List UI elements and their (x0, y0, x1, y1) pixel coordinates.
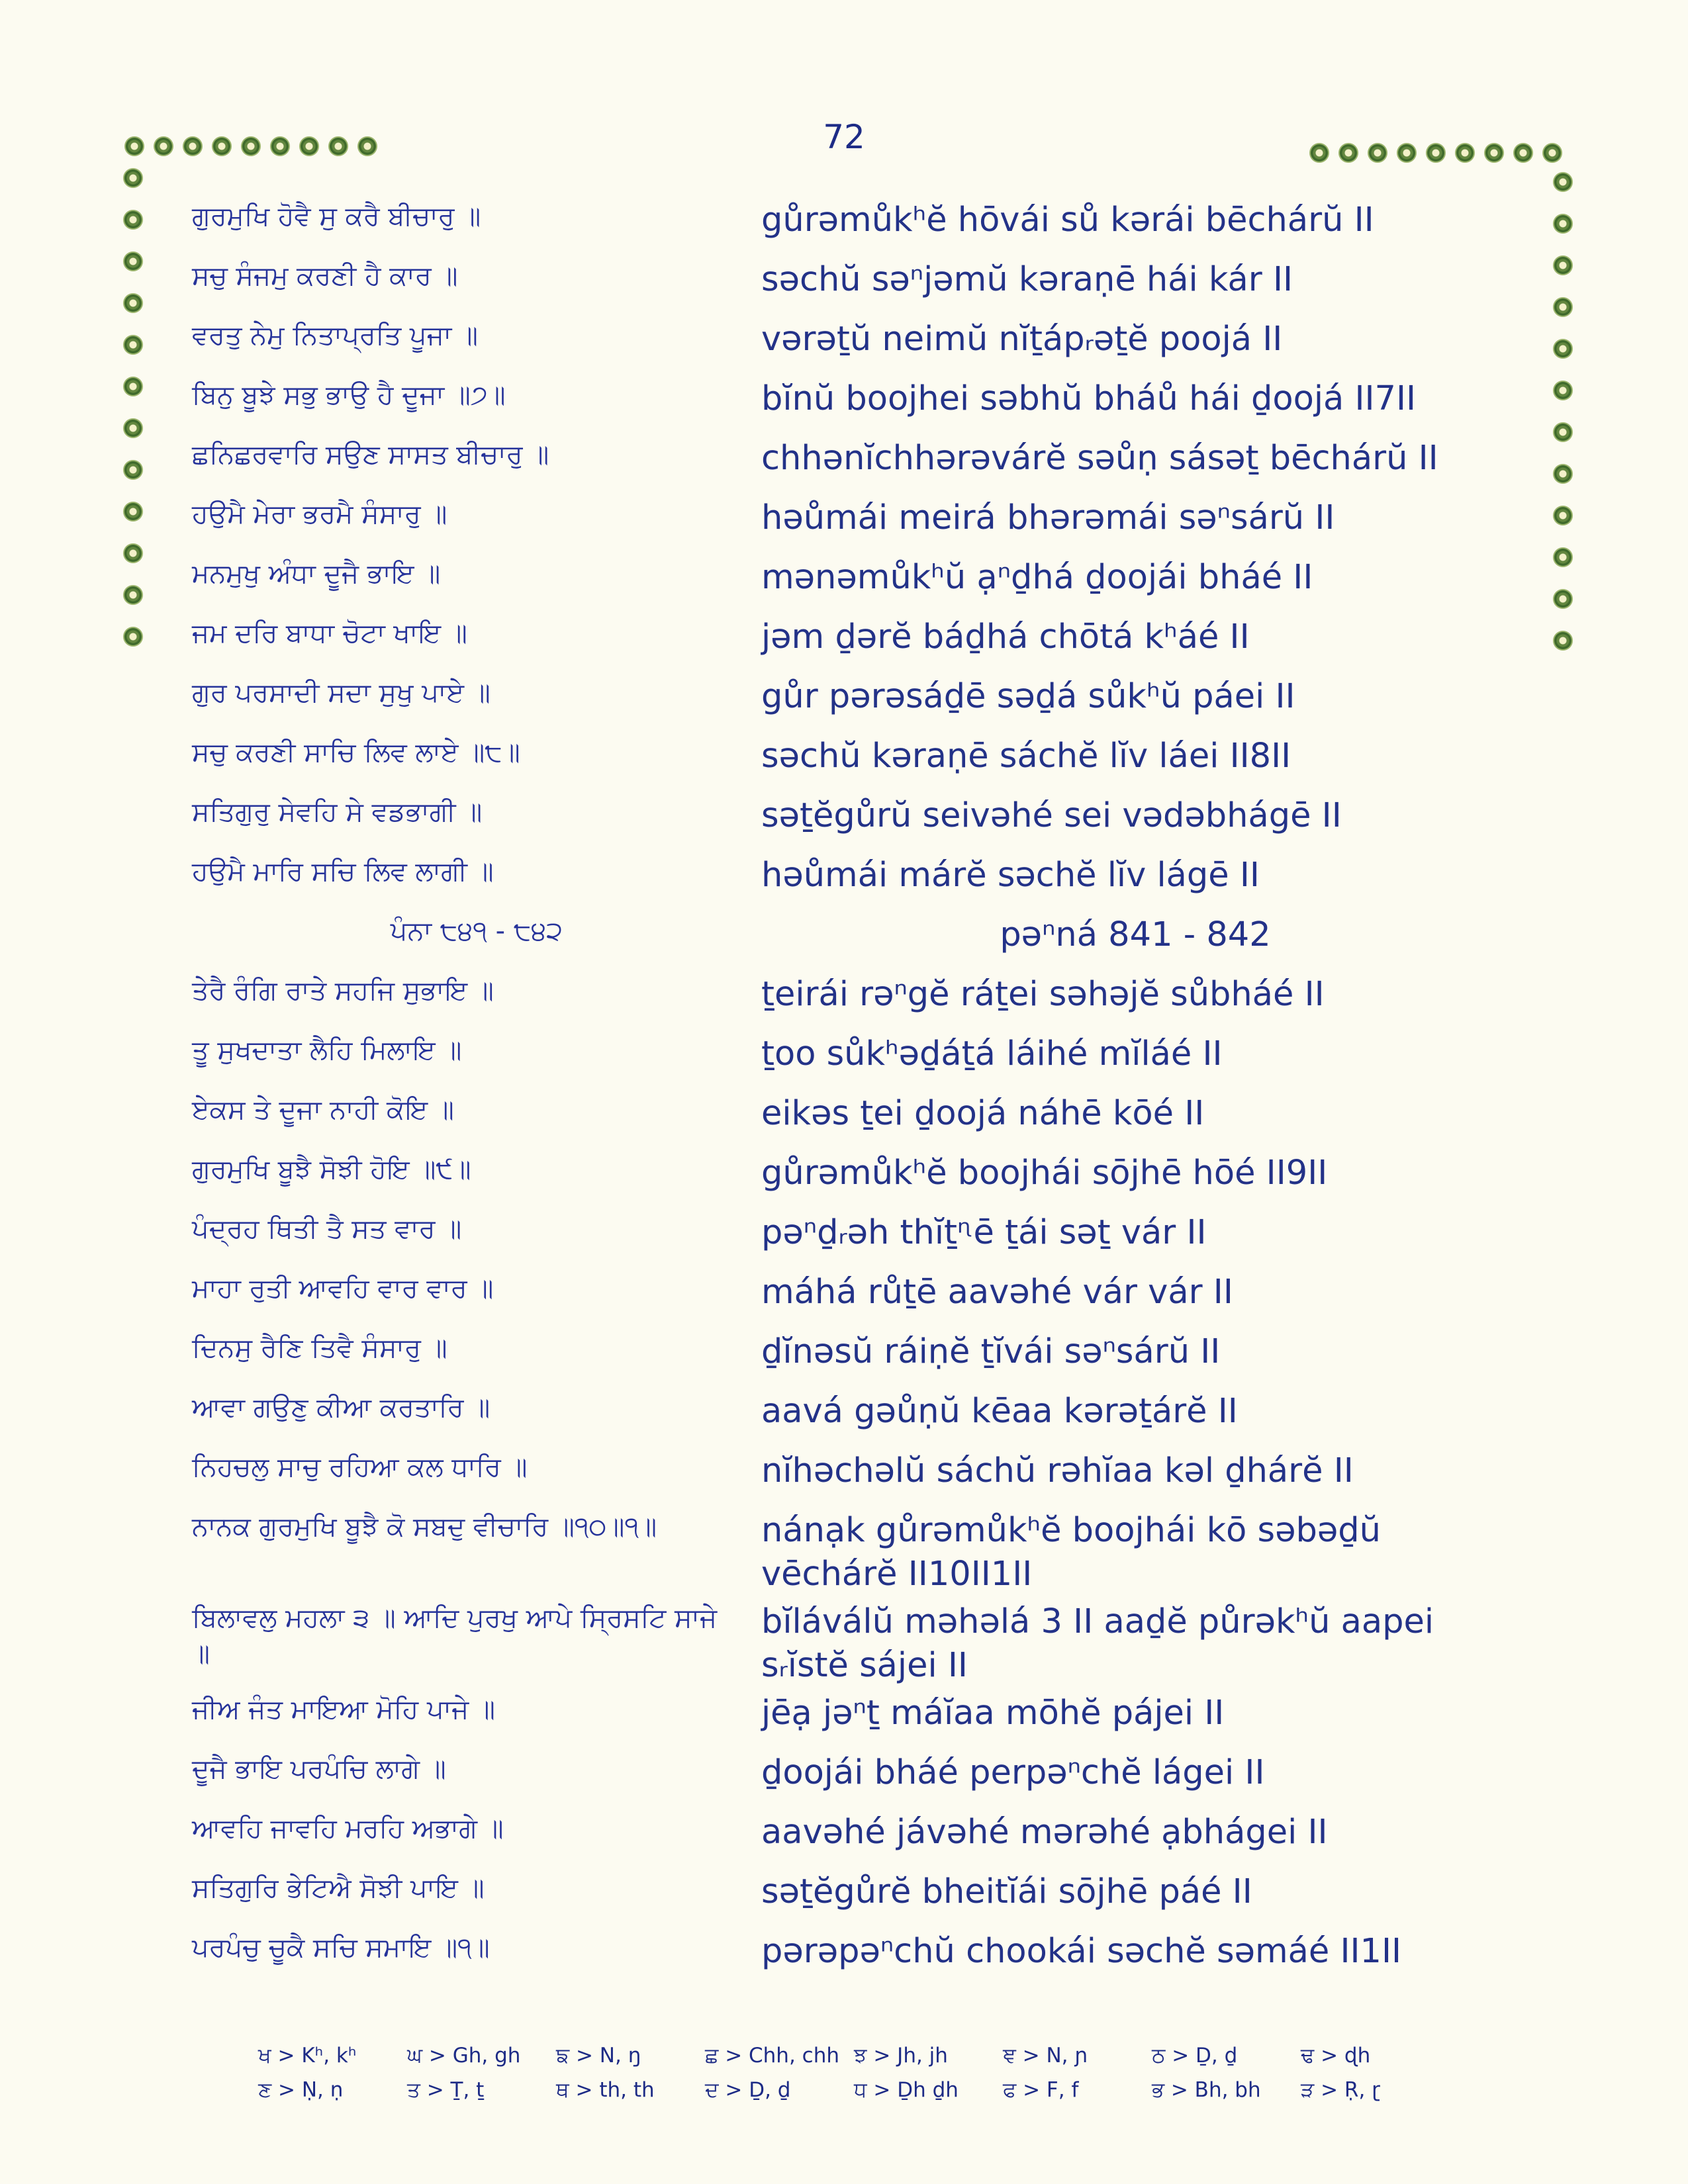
flower-icon (1484, 143, 1504, 163)
flower-icon (1553, 422, 1573, 442)
verse-row (192, 794, 1509, 854)
verse-list (192, 199, 1509, 1989)
flower-icon (1455, 143, 1475, 163)
legend-item: ਤ > Ṯ, ṯ (407, 2077, 485, 2102)
flower-icon (123, 251, 143, 271)
verse-row (192, 854, 1509, 913)
verse-row (192, 1449, 1509, 1509)
transliteration-text: ḏĭnəsŭ ráiṇĕ ṯĭvái səⁿsárŭ II (761, 1332, 1221, 1371)
flower-icon (1309, 143, 1329, 163)
flower-icon (154, 136, 173, 156)
page-reference-heading (192, 913, 1509, 973)
verse-row (192, 258, 1509, 318)
legend-row (258, 2038, 1450, 2073)
flower-icon (123, 418, 143, 438)
transliteration-text: ṯoo sůkʰəḏáṯá láihé mĭláé II (761, 1034, 1223, 1073)
gurmukhi-text: ਸਚੁ ਕਰਣੀ ਸਾਚਿ ਲਿਵ ਲਾਏ ॥੮॥ (192, 737, 520, 768)
border-left (123, 168, 143, 668)
flower-icon (1553, 631, 1573, 651)
legend-item: ਧ > Ḏh ḏh (854, 2077, 959, 2102)
gurmukhi-text: ਦਿਨਸੁ ਰੈਣਿ ਤਿਵੈ ਸੰਸਾਰੁ ॥ (192, 1333, 447, 1363)
flower-icon (1368, 143, 1387, 163)
gurmukhi-text: ਏਕਸ ਤੇ ਦੂਜਾ ਨਾਹੀ ਕੋਇ ॥ (192, 1095, 454, 1125)
verse-row (192, 1870, 1509, 1930)
transliteration-text: aavá gəůṇŭ kēaa kərəṯárĕ II (761, 1392, 1238, 1431)
gurmukhi-text: ਪੰਦ੍ਰਹ ਥਿਤੀ ਤੈ ਸਤ ਵਾਰ ॥ (192, 1214, 462, 1244)
verse-row (192, 1390, 1509, 1449)
legend-item: ੜ > Ṛ, ɽ (1301, 2077, 1380, 2102)
gurmukhi-text: ਗੁਰਮੁਖਿ ਬੂਝੈ ਸੋਝੀ ਹੋਇ ॥੯॥ (192, 1154, 471, 1185)
transliteration-text: gůrəmůkʰĕ boojhái sōjhē hōé II9II (761, 1154, 1328, 1193)
verse-row (192, 556, 1509, 615)
gurmukhi-text: ਗੁਰਮੁਖਿ ਹੋਵੈ ਸੁ ਕਰੈ ਬੀਚਾਰੁ ॥ (192, 201, 481, 232)
verse-row (192, 1152, 1509, 1211)
transliteration-text: nánạk gůrəmůkʰĕ boojhái kō səbəḏŭ vēchárĕ II10II1II (761, 1511, 1381, 1594)
gurmukhi-text: ਹਉਮੈ ਮਾਰਿ ਸਚਿ ਲਿਵ ਲਾਗੀ ॥ (192, 856, 494, 887)
flower-icon (1553, 464, 1573, 484)
gurmukhi-text: ਨਾਨਕ ਗੁਰਮੁਖਿ ਬੂਝੈ ਕੋ ਸਬਦੁ ਵੀਚਾਰਿ ॥੧੦॥੧॥ (192, 1512, 657, 1542)
gurmukhi-text: ਨਿਹਚਲੁ ਸਾਚੁ ਰਹਿਆ ਕਲ ਧਾਰਿ ॥ (192, 1452, 528, 1482)
flower-icon (123, 502, 143, 522)
flower-icon (124, 136, 144, 156)
legend-item: ਞ > N, ɲ (1003, 2043, 1088, 2068)
verse-row (192, 377, 1509, 437)
transliteration-text: jəm ḏərĕ báḏhá chōtá kʰáé II (761, 617, 1250, 657)
verse-row (192, 1271, 1509, 1330)
legend-item: ਢ > ɖh (1301, 2043, 1371, 2068)
legend-item: ਫ > F, f (1003, 2077, 1079, 2102)
flower-icon (328, 136, 348, 156)
transliteration-text: aavəhé jávəhé mərəhé ạbhágei II (761, 1813, 1328, 1852)
flower-icon (123, 585, 143, 605)
page-number: 72 (823, 118, 865, 156)
flower-icon (1338, 143, 1358, 163)
transliteration-text: ṯeirái rəⁿgĕ ráṯei səhəjĕ sůbháé II (761, 975, 1325, 1014)
gurmukhi-text: ਮਨਮੁਖੁ ਅੰਧਾ ਦੂਜੈ ਭਾਇ ॥ (192, 559, 441, 589)
flower-icon (1553, 297, 1573, 317)
flower-icon (1553, 589, 1573, 609)
border-top-left (124, 136, 387, 156)
verse-row (192, 1330, 1509, 1390)
verse-row (192, 1692, 1509, 1751)
flower-icon (1397, 143, 1417, 163)
flower-icon (123, 543, 143, 563)
transliteration-text: mənəmůkʰŭ ạⁿḏhá ḏoojái bháé II (761, 558, 1313, 597)
verse-row (192, 1032, 1509, 1092)
legend-item: ਠ > Ḏ, ḏ (1152, 2043, 1238, 2068)
flower-icon (123, 335, 143, 355)
legend-item: ਘ > Gh, gh (407, 2043, 521, 2068)
flower-icon (1553, 214, 1573, 234)
legend-item: ਖ > Kʰ, kʰ (258, 2043, 357, 2068)
verse-row (192, 437, 1509, 496)
legend-item: ਣ > Ṇ, ṇ (258, 2077, 344, 2102)
flower-icon (357, 136, 377, 156)
gurmukhi-text: ਬਿਨੁ ਬੂਝੇ ਸਭੁ ਭਾਉ ਹੈ ਦੂਜਾ ॥੭॥ (192, 380, 506, 410)
flower-icon (1553, 172, 1573, 192)
border-top-right (1309, 143, 1571, 163)
gurmukhi-text: ਆਵਾ ਗਉਣੁ ਕੀਆ ਕਰਤਾਰਿ ॥ (192, 1392, 491, 1423)
flower-icon (123, 627, 143, 647)
flower-icon (270, 136, 290, 156)
gurmukhi-text: ਪਰਪੰਚੁ ਚੂਕੈ ਸਚਿ ਸਮਾਇ ॥੧॥ (192, 1933, 490, 1963)
verse-row (192, 1600, 1509, 1692)
transliteration-text: səṯĕgůrĕ bheitĭái sōjhē páé II (761, 1872, 1252, 1911)
transliteration-text: səṯĕgůrŭ seivəhé sei vədəbhágē II (761, 796, 1342, 835)
transliteration-text: həůmái meirá bhərəmái səⁿsárŭ II (761, 498, 1335, 537)
verse-row (192, 1811, 1509, 1870)
flower-icon (123, 293, 143, 313)
gurmukhi-text: ਸਤਿਗੁਰੁ ਸੇਵਹਿ ਸੇ ਵਡਭਾਗੀ ॥ (192, 797, 483, 827)
flower-icon (123, 168, 143, 188)
flower-icon (1553, 255, 1573, 275)
gurmukhi-text: ਦੂਜੈ ਭਾਇ ਪਰਪੰਚਿ ਲਾਗੇ ॥ (192, 1754, 446, 1784)
legend-item: ਭ > Bh, bh (1152, 2077, 1261, 2102)
gurmukhi-text: ਵਰਤੁ ਨੇਮੁ ਨਿਤਾਪ੍ਰਤਿ ਪੂਜਾ ॥ (192, 320, 478, 351)
transliteration-text: pəⁿná 841 - 842 (1000, 915, 1271, 954)
flower-icon (1553, 339, 1573, 359)
transliteration-text: vərəṯŭ neimŭ nĭṯápᵣəṯĕ poojá II (761, 320, 1283, 359)
transliteration-text: nĭhəchəlŭ sáchŭ rəhĭaa kəl ḏhárĕ II (761, 1451, 1354, 1490)
gurmukhi-text: ਆਵਹਿ ਜਾਵਹਿ ਮਰਹਿ ਅਭਾਗੇ ॥ (192, 1813, 504, 1844)
legend-item: ਛ > Chh, chh (705, 2043, 840, 2068)
verse-row (192, 496, 1509, 556)
flower-icon (299, 136, 319, 156)
flower-icon (1513, 143, 1533, 163)
flower-icon (123, 460, 143, 480)
flower-icon (1426, 143, 1446, 163)
flower-icon (123, 377, 143, 396)
transliteration-text: səchŭ kəraṇē sáchĕ lĭv láei II8II (761, 737, 1291, 776)
transliteration-text: həůmái márĕ səchĕ lĭv lágē II (761, 856, 1260, 895)
transliteration-text: máhá růṯē aavəhé vár vár II (761, 1273, 1233, 1312)
flower-icon (1553, 381, 1573, 400)
gurmukhi-text: ਤੂ ਸੁਖਦਾਤਾ ਲੈਹਿ ਮਿਲਾਇ ॥ (192, 1035, 462, 1066)
flower-icon (212, 136, 232, 156)
border-right (1553, 172, 1573, 672)
transliteration-text: gůr pərəsáḏē səḏá sůkʰŭ páei II (761, 677, 1295, 716)
transliteration-text: bĭnŭ boojhei səbhŭ bháů hái ḏoojá II7II (761, 379, 1417, 418)
flower-icon (241, 136, 261, 156)
verse-row (192, 1930, 1509, 1989)
gurmukhi-text: ਗੁਰ ਪਰਸਾਦੀ ਸਦਾ ਸੁਖੁ ਪਾਏ ॥ (192, 678, 491, 708)
verse-row (192, 1751, 1509, 1811)
gurmukhi-text: ਛਨਿਛਰਵਾਰਿ ਸਉਣ ਸਾਸਤ ਬੀਚਾਰੁ ॥ (192, 439, 549, 470)
flower-icon (183, 136, 203, 156)
gurmukhi-text: ਹਉਮੈ ਮੇਰਾ ਭਰਮੈ ਸੰਸਾਰੁ ॥ (192, 499, 447, 529)
verse-row (192, 1092, 1509, 1152)
legend-row (258, 2073, 1450, 2107)
transliteration-text: ḏoojái bháé perpəⁿchĕ lágei II (761, 1753, 1265, 1792)
gurmukhi-text: ਬਿਲਾਵਲੁ ਮਹਲਾ ੩ ॥ ਆਦਿ ਪੁਰਖੁ ਆਪੇ ਸ੍ਰਿਸਟਿ ਸਾਜੇ ॥ (192, 1603, 718, 1669)
verse-row (192, 1509, 1509, 1600)
legend-item: ਝ > Jh, jh (854, 2043, 948, 2068)
transliteration-text: gůrəmůkʰĕ hōvái sů kərái bēchárŭ II (761, 201, 1374, 240)
verse-row (192, 199, 1509, 258)
gurmukhi-text: ਜੀਅ ਜੰਤ ਮਾਇਆ ਮੋਹਿ ਪਾਜੇ ॥ (192, 1694, 495, 1725)
transliteration-text: pərəpəⁿchŭ chookái səchĕ səmáé II1II (761, 1932, 1402, 1971)
flower-icon (123, 210, 143, 230)
transliteration-text: pəⁿḏᵣəh thĭṯᶯē ṯái səṯ vár II (761, 1213, 1207, 1252)
gurmukhi-text: ਸਚੁ ਸੰਜਮੁ ਕਰਣੀ ਹੈ ਕਾਰ ॥ (192, 261, 458, 291)
gurmukhi-text: ਮਾਹਾ ਰੁਤੀ ਆਵਹਿ ਵਾਰ ਵਾਰ ॥ (192, 1273, 494, 1304)
gurmukhi-text: ਸਤਿਗੁਰਿ ਭੇਟਿਐ ਸੋਝੀ ਪਾਇ ॥ (192, 1873, 485, 1903)
verse-row (192, 675, 1509, 735)
verse-row (192, 735, 1509, 794)
legend-item: ਦ > Ḏ, ḏ (705, 2077, 791, 2102)
gurmukhi-text: ਜਮ ਦਰਿ ਬਾਧਾ ਚੋਟਾ ਖਾਇ ॥ (192, 618, 467, 649)
flower-icon (1553, 506, 1573, 525)
verse-row (192, 973, 1509, 1032)
transliteration-text: səchŭ səⁿjəmŭ kəraṇē hái kár II (761, 260, 1293, 299)
transliteration-text: eikəs ṯei ḏoojá náhē kōé II (761, 1094, 1205, 1133)
flower-icon (1553, 547, 1573, 567)
transliteration-legend (258, 2038, 1450, 2107)
verse-row (192, 615, 1509, 675)
legend-item: ਥ > th, th (556, 2077, 655, 2102)
gurmukhi-text: ਤੇਰੈ ਰੰਗਿ ਰਾਤੇ ਸਹਜਿ ਸੁਭਾਇ ॥ (192, 976, 494, 1006)
gurmukhi-text: ਪੰਨਾ ੮੪੧ - ੮੪੨ (390, 916, 563, 946)
transliteration-text: chhənĭchhərəvárĕ səůṇ sásəṯ bēchárŭ II (761, 439, 1438, 478)
verse-row (192, 1211, 1509, 1271)
transliteration-text: bĭláválŭ məhəlá 3 II aaḏĕ půrəkʰŭ aapei sᵣĭstĕ sájei II (761, 1602, 1434, 1685)
flower-icon (1542, 143, 1562, 163)
verse-row (192, 318, 1509, 377)
transliteration-text: jēạ jəⁿṯ máĭaa mōhĕ pájei II (761, 1694, 1225, 1733)
legend-item: ਙ > N, ŋ (556, 2043, 641, 2068)
